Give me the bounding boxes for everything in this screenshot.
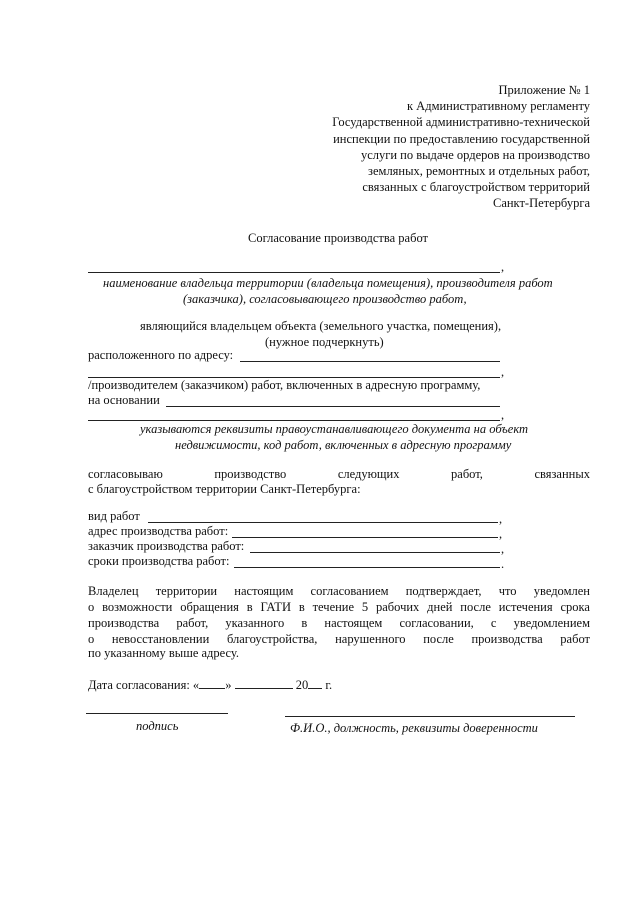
field-terms-line[interactable] xyxy=(234,567,500,568)
agree-word: связанных xyxy=(534,467,590,481)
field-work-type-line[interactable] xyxy=(148,522,498,523)
confirm-word: невосстановлении xyxy=(111,632,210,646)
owner-blank-line xyxy=(88,272,500,273)
comma: , xyxy=(501,542,505,556)
confirm-word: территории xyxy=(155,584,218,598)
basis-label: на основании xyxy=(88,393,160,407)
confirm-line-5: по указанному выше адресу. xyxy=(88,646,240,660)
appendix-line: услуги по выдаче ордеров на производство xyxy=(360,147,590,162)
confirm-line-4 xyxy=(88,632,590,647)
producer-text: /производителем (заказчиком) работ, включенных в адресную программу, xyxy=(88,378,481,392)
confirm-word: настоящем xyxy=(324,616,383,630)
date-suffix: г. xyxy=(325,678,333,692)
confirm-word: благоустройства, xyxy=(226,632,318,646)
confirm-word: течение xyxy=(312,600,355,614)
comma: , xyxy=(501,365,505,379)
confirm-word: 5 xyxy=(361,600,369,614)
confirm-word: ГАТИ xyxy=(260,600,291,614)
page-title: Согласование производства работ xyxy=(248,231,429,245)
fio-label: Ф.И.О., должность, реквизиты доверенности xyxy=(290,721,538,735)
confirm-word: истечения xyxy=(498,600,553,614)
confirm-word: рабочих xyxy=(375,600,420,614)
field-customer-line[interactable] xyxy=(250,552,500,553)
field-address-line[interactable] xyxy=(232,537,498,538)
confirm-word: согласовании, xyxy=(399,616,474,630)
appendix-line: Приложение № 1 xyxy=(498,83,590,97)
confirm-word: согласованием xyxy=(310,584,389,598)
confirm-word: что xyxy=(498,584,517,598)
field-work-type-label: вид работ xyxy=(88,509,140,523)
date-year-prefix: 20 xyxy=(295,678,309,692)
appendix-line: земляных, ремонтных и отдельных работ, xyxy=(368,164,590,179)
agree-line-2: с благоустройством территории Санкт-Петербурга: xyxy=(88,482,361,496)
confirm-word: обращения xyxy=(180,600,239,614)
date-mid: » xyxy=(225,678,232,692)
signature-label: подпись xyxy=(136,719,179,733)
owner-hint-1: наименование владельца территории (владельца помещения), производителя работ xyxy=(103,276,553,290)
confirm-word: настоящим xyxy=(234,584,294,598)
comma: , xyxy=(499,527,503,541)
appendix-line: Санкт-Петербурга xyxy=(492,196,590,211)
comma: , xyxy=(501,408,505,422)
agree-word: следующих xyxy=(337,467,400,481)
date-row xyxy=(88,677,332,693)
basis-hint-1: указываются реквизиты правоустанавливающего документа на объект xyxy=(140,422,529,436)
signature-line[interactable] xyxy=(86,713,228,714)
field-customer-label: заказчик производства работ: xyxy=(88,539,245,553)
confirm-word: производства xyxy=(471,632,543,646)
date-prefix: Дата согласования: « xyxy=(88,678,200,692)
confirm-word: работ xyxy=(560,632,590,646)
basis-line-2 xyxy=(88,420,500,421)
agree-word: работ, xyxy=(451,467,483,481)
appendix-line: к Административному регламенту xyxy=(406,99,590,114)
confirm-word: с xyxy=(490,616,497,630)
confirm-word: Владелец xyxy=(88,584,139,598)
comma: , xyxy=(501,260,505,274)
address-label: расположенного по адресу: xyxy=(88,348,234,362)
confirm-line-3 xyxy=(88,616,590,631)
comma: , xyxy=(499,512,503,526)
appendix-header xyxy=(332,82,590,212)
appendix-line: Государственной административно-технической xyxy=(332,115,590,130)
basis-line xyxy=(166,406,500,407)
appendix-line: инспекции по предоставлению государственной xyxy=(333,131,590,146)
confirm-word: производства xyxy=(88,616,160,630)
owner-text-1: являющийся владельцем объекта (земельного участка, помещения), xyxy=(140,319,502,333)
confirm-word: уведомлением xyxy=(513,616,590,630)
confirm-word: в xyxy=(301,616,308,630)
confirm-word: дней xyxy=(427,600,453,614)
confirm-word: о xyxy=(88,600,95,614)
confirm-word: нарушенного xyxy=(335,632,406,646)
date-year-blank[interactable] xyxy=(308,677,322,689)
confirm-word: уведомлен xyxy=(533,584,590,598)
confirm-word: после xyxy=(460,600,491,614)
owner-text-2: (нужное подчеркнуть) xyxy=(265,335,384,349)
confirm-word: о xyxy=(88,632,95,646)
date-day-blank[interactable] xyxy=(199,677,225,689)
confirm-word: срока xyxy=(560,600,590,614)
field-terms-label: сроки производства работ: xyxy=(88,554,230,568)
date-month-blank[interactable] xyxy=(235,677,293,689)
confirm-line-2 xyxy=(88,600,590,615)
confirm-word: в xyxy=(246,600,253,614)
confirm-word: после xyxy=(423,632,454,646)
confirm-word: возможности xyxy=(102,600,173,614)
basis-hint-2: недвижимости, код работ, включенных в адресную программу xyxy=(175,438,512,452)
confirm-word: работ, xyxy=(176,616,209,630)
agree-word: согласовываю xyxy=(88,467,163,481)
confirm-line-1 xyxy=(88,584,590,599)
fio-line[interactable] xyxy=(285,716,575,717)
appendix-line: связанных с благоустройством территорий xyxy=(362,180,590,195)
confirm-word: в xyxy=(298,600,305,614)
confirm-word: подтверждает, xyxy=(405,584,482,598)
agree-word: производство xyxy=(214,467,287,481)
field-address-label: адрес производства работ: xyxy=(88,524,229,538)
confirm-word: указанного xyxy=(225,616,285,630)
address-line xyxy=(240,361,500,362)
agree-line-1 xyxy=(88,467,590,482)
owner-hint-2: (заказчика), согласовывающего производство работ, xyxy=(183,292,467,306)
period: . xyxy=(501,557,505,571)
